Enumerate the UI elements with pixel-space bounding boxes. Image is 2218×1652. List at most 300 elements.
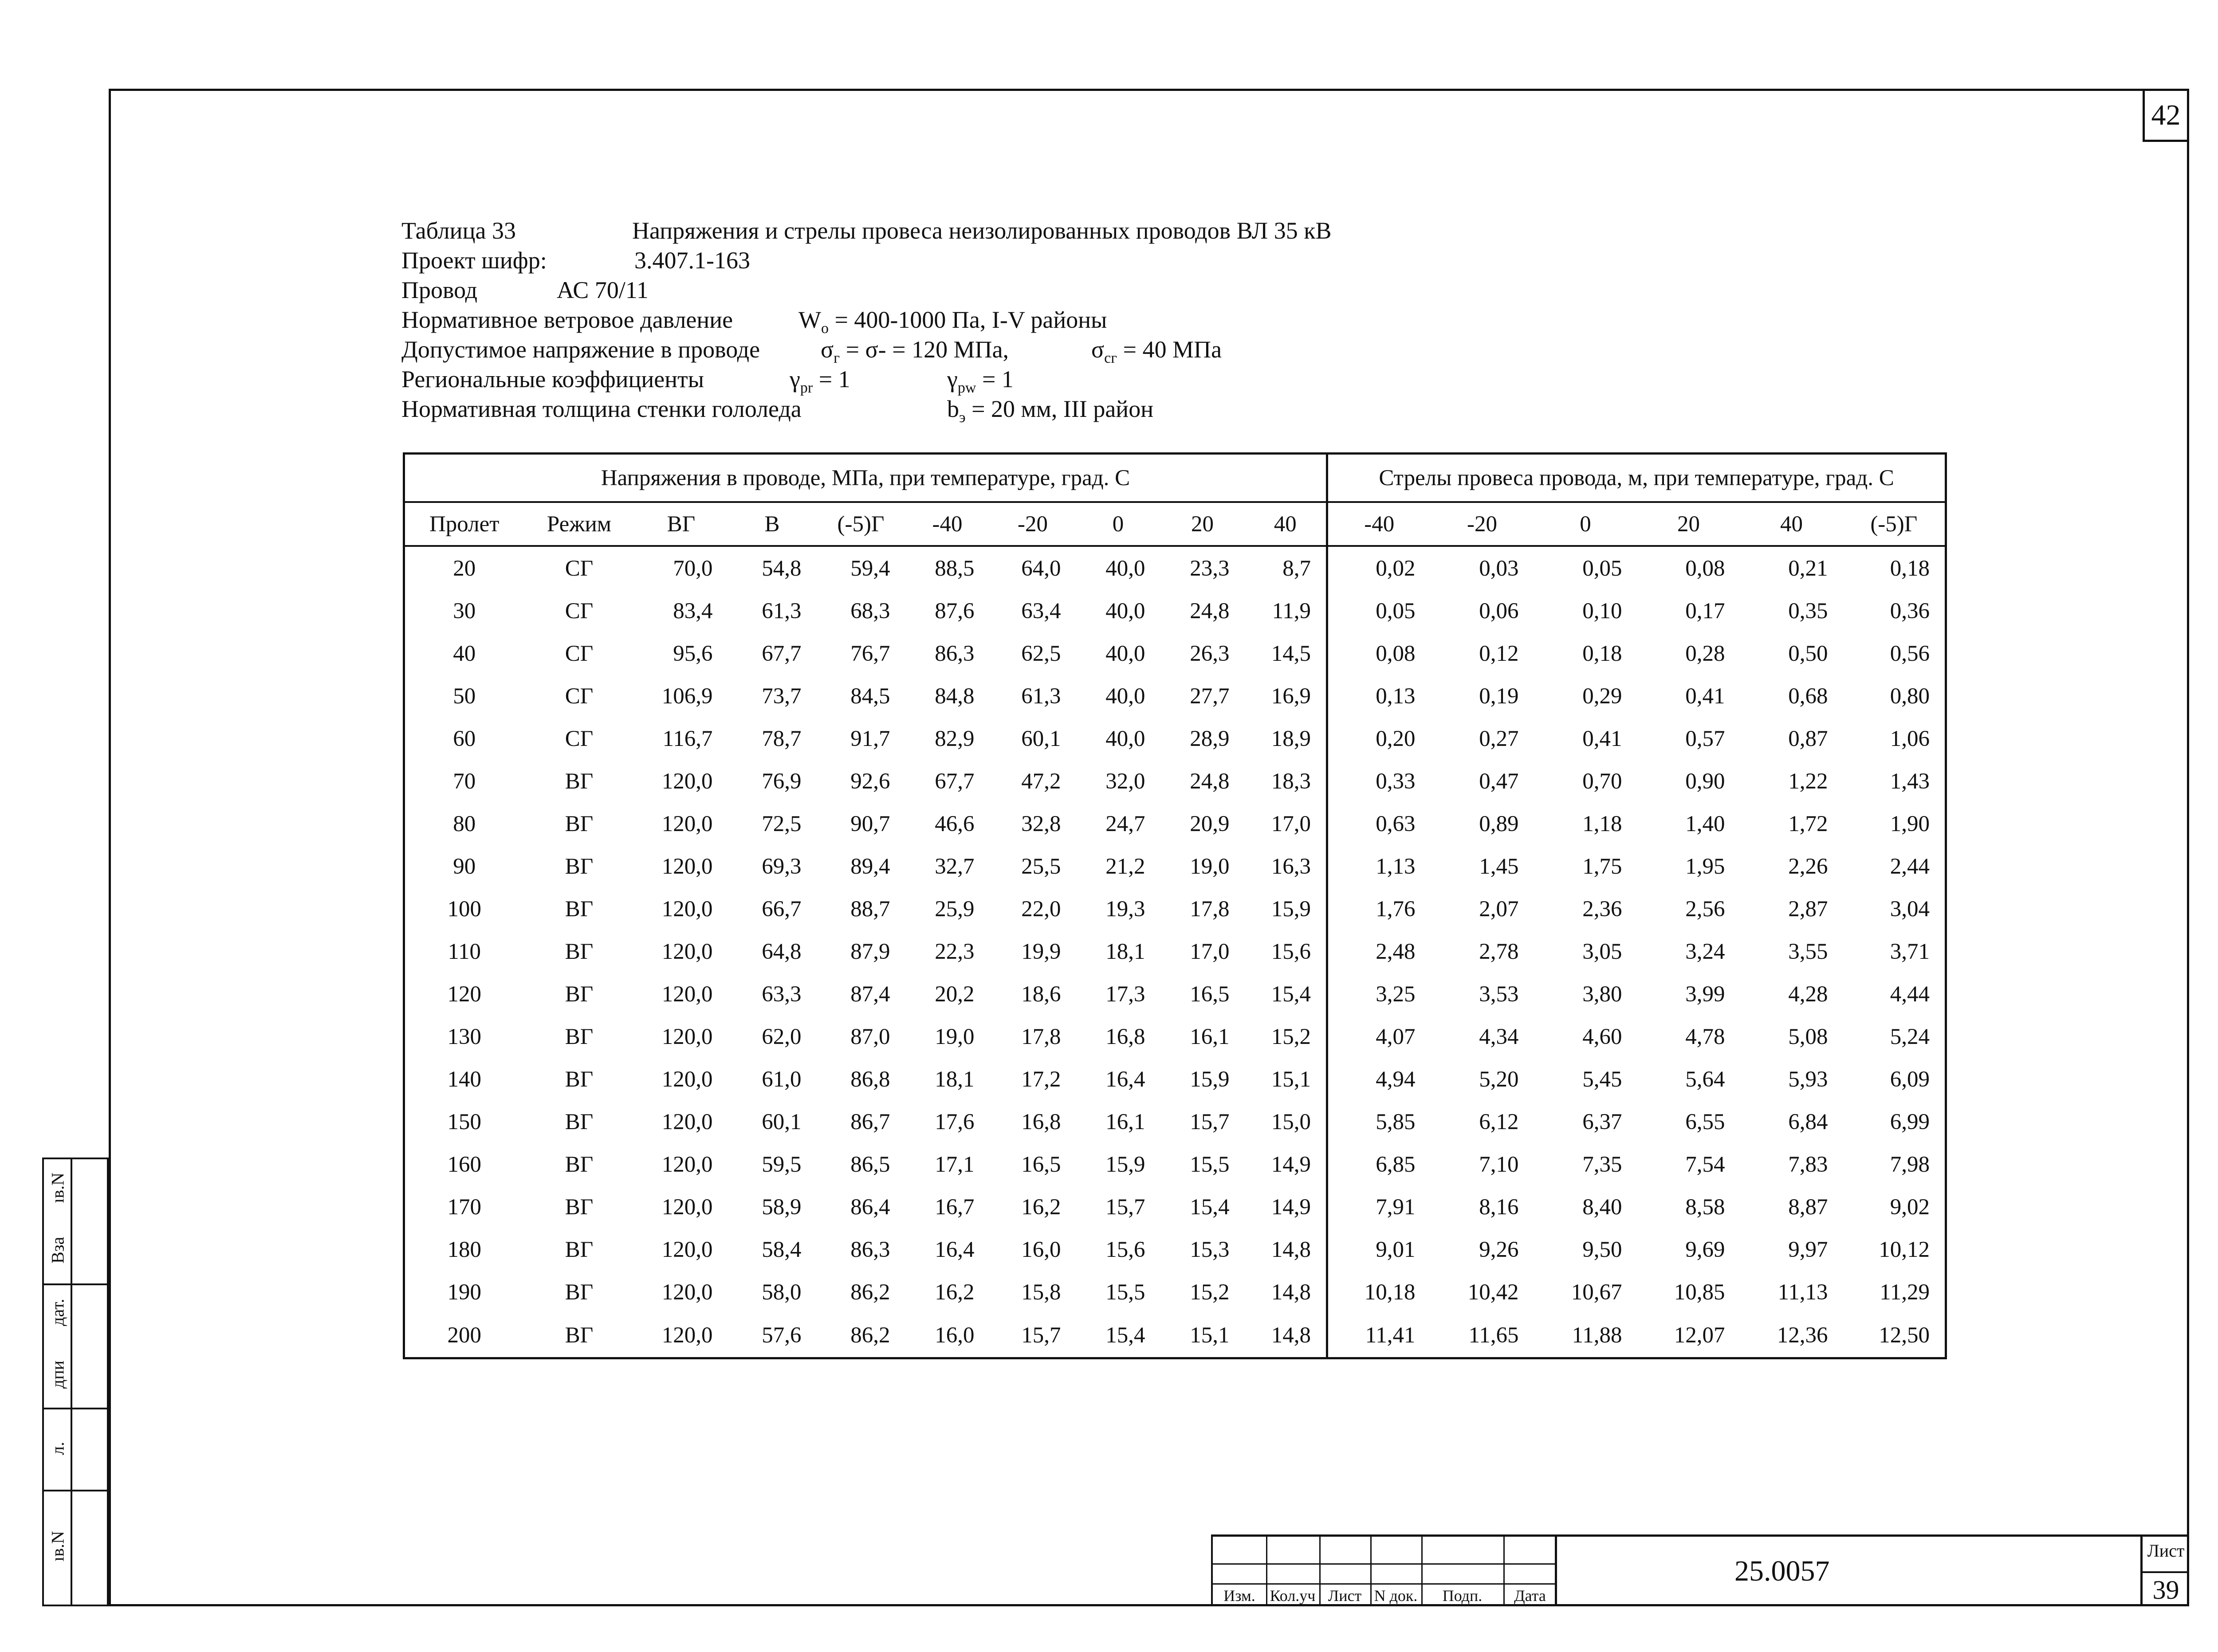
table-cell: 5,24: [1890, 1024, 1930, 1050]
table-cell: 15,5: [1105, 1280, 1145, 1305]
table-cell: 14,9: [1271, 1152, 1311, 1177]
table-cell: 86,3: [850, 1237, 890, 1263]
table-cell: 4,44: [1890, 982, 1930, 1007]
project-code: 3.407.1-163: [634, 247, 750, 274]
table-cell: 0,50: [1788, 641, 1828, 667]
table-cell: 14,8: [1271, 1237, 1311, 1263]
table-cell: 18,1: [935, 1067, 975, 1092]
table-cell: 180: [447, 1237, 481, 1263]
table-cell: 140: [447, 1067, 481, 1092]
table-cell: 9,50: [1582, 1237, 1622, 1263]
table-cell: 7,91: [1327, 1186, 1431, 1228]
table-cell: 0,03: [1479, 556, 1519, 581]
side-label-5: л.: [47, 1442, 68, 1456]
table-cell: 16,8: [1021, 1110, 1061, 1135]
table-cell: 40,0: [1105, 599, 1145, 624]
table-cell: 2,36: [1582, 897, 1622, 922]
table-cell: 1,72: [1788, 812, 1828, 837]
table-cell: 66,7: [762, 897, 802, 922]
table-cell: 25,9: [935, 897, 975, 922]
table-cell: 3,05: [1582, 939, 1622, 965]
table-cell: 0,87: [1788, 726, 1828, 752]
table-cell: 6,85: [1327, 1143, 1431, 1186]
table-cell: ВГ: [565, 1067, 594, 1092]
table-cell: 10,18: [1327, 1271, 1431, 1314]
table-cell: 16,7: [935, 1195, 975, 1220]
regional-value-2: $\gamma_{pw} = 1$: [947, 366, 1014, 396]
table-cell: 0,06: [1479, 599, 1519, 624]
table-cell: 89,4: [850, 854, 890, 879]
table-cell: 27,7: [1190, 684, 1230, 709]
table-cell: 19,9: [1021, 939, 1061, 965]
table-cell: 88,5: [935, 556, 975, 581]
table-cell: 0,90: [1685, 769, 1725, 794]
table-cell: 76,7: [850, 641, 890, 667]
table-cell: 120,0: [661, 1280, 713, 1305]
table-cell: 7,54: [1685, 1152, 1725, 1177]
table-cell: 160: [447, 1152, 481, 1177]
table-cell: 86,5: [850, 1152, 890, 1177]
table-cell: 16,9: [1271, 684, 1311, 709]
table-cell: 16,4: [1105, 1067, 1145, 1092]
table-cell: 0,41: [1582, 726, 1622, 752]
table-cell: 5,93: [1788, 1067, 1828, 1092]
table-cell: 92,6: [850, 769, 890, 794]
table-cell: 3,25: [1327, 973, 1431, 1016]
table-cell: 150: [447, 1110, 481, 1135]
table-cell: 15,4: [1271, 982, 1311, 1007]
table-body: [404, 546, 1946, 1358]
table-cell: 12,50: [1879, 1323, 1930, 1348]
table-cell: 5,08: [1788, 1024, 1828, 1050]
table-cell: 2,78: [1479, 939, 1519, 965]
table-cell: 62,0: [762, 1024, 802, 1050]
table-cell: 62,5: [1021, 641, 1061, 667]
table-cell: 76,9: [762, 769, 802, 794]
table-cell: 84,8: [935, 684, 975, 709]
table-cell: 0,05: [1327, 590, 1431, 632]
table-cell: 2,48: [1327, 930, 1431, 973]
table-cell: 6,84: [1788, 1110, 1828, 1135]
title-block: [1211, 1534, 2189, 1606]
table-cell: ВГ: [565, 1323, 594, 1348]
page-number: 42: [2143, 89, 2189, 142]
table-cell: ВГ: [565, 812, 594, 837]
table-cell: 17,8: [1190, 897, 1230, 922]
table-cell: 17,0: [1190, 939, 1230, 965]
table-cell: 5,45: [1582, 1067, 1622, 1092]
table-cell: 17,3: [1105, 982, 1145, 1007]
table-cell: 20,2: [935, 982, 975, 1007]
table-cell: 9,02: [1890, 1195, 1930, 1220]
table-cell: 86,7: [850, 1110, 890, 1135]
table-cell: 15,1: [1190, 1323, 1230, 1348]
table-cell: 18,6: [1021, 982, 1061, 1007]
column-header: (-5)Г: [817, 502, 905, 546]
table-cell: 22,3: [935, 939, 975, 965]
table-cell: 0,56: [1890, 641, 1930, 667]
table-cell: 2,56: [1685, 897, 1725, 922]
table-cell: 6,37: [1582, 1110, 1622, 1135]
table-cell: 5,64: [1685, 1067, 1725, 1092]
ice-value: $b_э = 20$ мм, III район: [947, 396, 1154, 426]
table-cell: 9,97: [1788, 1237, 1828, 1263]
table-cell: 14,9: [1271, 1195, 1311, 1220]
table-cell: ВГ: [565, 1110, 594, 1135]
table-cell: 7,83: [1788, 1152, 1828, 1177]
table-row: [404, 1271, 1946, 1314]
table-cell: 120,0: [661, 769, 713, 794]
table-cell: 100: [447, 897, 481, 922]
table-cell: 0,18: [1582, 641, 1622, 667]
table-cell: 18,3: [1271, 769, 1311, 794]
column-header: -20: [990, 502, 1076, 546]
table-cell: 1,45: [1479, 854, 1519, 879]
table-cell: 63,4: [1021, 599, 1061, 624]
column-header: -20: [1431, 502, 1534, 546]
table-cell: 15,4: [1190, 1195, 1230, 1220]
table-cell: 0,29: [1582, 684, 1622, 709]
table-cell: 82,9: [935, 726, 975, 752]
table-cell: 0,68: [1788, 684, 1828, 709]
table-row: [404, 546, 1946, 590]
table-cell: 88,7: [850, 897, 890, 922]
table-row: [404, 1314, 1946, 1358]
table-row: [404, 845, 1946, 888]
table-cell: 120,0: [661, 1024, 713, 1050]
table-cell: 16,5: [1021, 1152, 1061, 1177]
table-cell: 50: [453, 684, 476, 709]
table-cell: 15,8: [1021, 1280, 1061, 1305]
table-cell: 24,7: [1105, 812, 1145, 837]
table-cell: СГ: [565, 556, 594, 581]
table-cell: 1,40: [1685, 812, 1725, 837]
table-cell: 16,1: [1105, 1110, 1145, 1135]
table-cell: 3,71: [1890, 939, 1930, 965]
table-cell: 1,75: [1582, 854, 1622, 879]
table-label: Таблица 33: [401, 217, 516, 244]
table-cell: 4,60: [1582, 1024, 1622, 1050]
table-cell: ВГ: [565, 854, 594, 879]
table-cell: 40,0: [1105, 726, 1145, 752]
sheet-box: [2140, 1537, 2189, 1606]
table-cell: 8,7: [1282, 556, 1311, 581]
table-cell: 2,44: [1890, 854, 1930, 879]
table-cell: 0,27: [1479, 726, 1519, 752]
table-cell: 61,3: [1021, 684, 1061, 709]
table-cell: 24,8: [1190, 599, 1230, 624]
table-cell: 46,6: [935, 812, 975, 837]
table-cell: 0,33: [1327, 760, 1431, 803]
table-cell: 17,1: [935, 1152, 975, 1177]
table-cell: 15,9: [1190, 1067, 1230, 1092]
table-cell: 14,5: [1271, 641, 1311, 667]
column-header: 40: [1245, 502, 1327, 546]
table-row: [404, 718, 1946, 760]
table-cell: ВГ: [565, 982, 594, 1007]
table-cell: 1,18: [1582, 812, 1622, 837]
table-cell: 0,57: [1685, 726, 1725, 752]
caption-data: Дата: [1514, 1587, 1546, 1605]
table-cell: СГ: [565, 641, 594, 667]
table-cell: 86,4: [850, 1195, 890, 1220]
table-cell: 47,2: [1021, 769, 1061, 794]
table-cell: 60,1: [1021, 726, 1061, 752]
table-row: [404, 803, 1946, 845]
table-cell: 15,9: [1105, 1152, 1145, 1177]
table-cell: 17,8: [1021, 1024, 1061, 1050]
sag-group-header: Стрелы провеса провода, м, при температуре, град. С: [1327, 454, 1946, 502]
table-cell: 6,09: [1890, 1067, 1930, 1092]
regional-value-1: $\gamma_{pr} = 1$: [790, 366, 850, 396]
table-cell: 84,5: [850, 684, 890, 709]
table-cell: 19,3: [1105, 897, 1145, 922]
table-cell: 16,2: [1021, 1195, 1061, 1220]
table-cell: 0,21: [1788, 556, 1828, 581]
table-row: [404, 590, 1946, 632]
table-cell: 3,99: [1685, 982, 1725, 1007]
table-cell: 0,80: [1890, 684, 1930, 709]
table-cell: 120,0: [661, 854, 713, 879]
side-label-2: Вза: [47, 1236, 68, 1264]
column-header: 20: [1160, 502, 1245, 546]
table-cell: ВГ: [565, 1152, 594, 1177]
side-label-1: ıв.N: [47, 1173, 68, 1204]
table-row: [404, 1228, 1946, 1271]
table-cell: 120,0: [661, 1323, 713, 1348]
table-cell: 0,13: [1327, 675, 1431, 718]
table-cell: 0,41: [1685, 684, 1725, 709]
table-cell: 3,53: [1479, 982, 1519, 1007]
table-cell: 10,42: [1467, 1280, 1519, 1305]
table-cell: 4,78: [1685, 1024, 1725, 1050]
table-cell: 86,2: [850, 1280, 890, 1305]
table-cell: 16,3: [1271, 854, 1311, 879]
table-cell: 0,02: [1327, 546, 1431, 590]
table-cell: 190: [447, 1280, 481, 1305]
table-cell: 110: [448, 939, 481, 965]
table-cell: ВГ: [565, 769, 594, 794]
table-cell: 116,7: [662, 726, 713, 752]
table-cell: 120,0: [661, 1110, 713, 1135]
table-cell: 73,7: [762, 684, 802, 709]
table-cell: 5,85: [1327, 1101, 1431, 1143]
table-cell: 0,19: [1479, 684, 1519, 709]
table-cell: 15,5: [1190, 1152, 1230, 1177]
table-cell: 9,69: [1685, 1237, 1725, 1263]
table-cell: 54,8: [762, 556, 802, 581]
table-cell: 0,28: [1685, 641, 1725, 667]
table-cell: 61,0: [762, 1067, 802, 1092]
regional-label: Региональные коэффициенты: [401, 366, 704, 392]
table-row: [404, 632, 1946, 675]
table-cell: 86,8: [850, 1067, 890, 1092]
table-cell: 15,4: [1105, 1323, 1145, 1348]
table-cell: 1,76: [1327, 888, 1431, 930]
table-cell: 58,0: [762, 1280, 802, 1305]
side-label-4: дпи: [47, 1360, 68, 1389]
table-cell: 25,5: [1021, 854, 1061, 879]
table-cell: 4,34: [1479, 1024, 1519, 1050]
caption-list: Лист: [1328, 1587, 1362, 1605]
table-cell: 4,94: [1327, 1058, 1431, 1101]
table-row: [404, 973, 1946, 1016]
document-code: 25.0057: [1734, 1555, 1830, 1587]
table-cell: 0,08: [1327, 632, 1431, 675]
table-cell: 130: [447, 1024, 481, 1050]
table-cell: 28,9: [1190, 726, 1230, 752]
table-cell: 83,4: [673, 599, 713, 624]
table-cell: 7,98: [1890, 1152, 1930, 1177]
table-cell: 61,3: [762, 599, 802, 624]
table-cell: 67,7: [762, 641, 802, 667]
ice-label: Нормативная толщина стенки гололеда: [401, 396, 802, 422]
table-cell: 11,29: [1880, 1280, 1930, 1305]
wind-value: $W_o = 400-1000$ Па, I-V районы: [798, 306, 1107, 337]
table-cell: 15,7: [1105, 1195, 1145, 1220]
table-cell: 15,7: [1190, 1110, 1230, 1135]
table-cell: 20,9: [1190, 812, 1230, 837]
table-cell: 15,3: [1190, 1237, 1230, 1263]
column-header: 0: [1076, 502, 1160, 546]
table-row: [404, 888, 1946, 930]
table-cell: СГ: [565, 726, 594, 752]
table-cell: 120,0: [661, 1067, 713, 1092]
caption-kol-uch: Кол.уч: [1270, 1587, 1316, 1605]
table-row: [404, 1101, 1946, 1143]
table-cell: 68,3: [850, 599, 890, 624]
table-cell: ВГ: [565, 1280, 594, 1305]
table-cell: 0,08: [1685, 556, 1725, 581]
table-cell: 15,0: [1271, 1110, 1311, 1135]
table-cell: 4,28: [1788, 982, 1828, 1007]
table-cell: 6,99: [1890, 1110, 1930, 1135]
table-cell: 64,0: [1021, 556, 1061, 581]
table-cell: 87,4: [850, 982, 890, 1007]
table-cell: 6,55: [1685, 1110, 1725, 1135]
table-cell: ВГ: [565, 897, 594, 922]
table-cell: 63,3: [762, 982, 802, 1007]
table-cell: 5,20: [1479, 1067, 1519, 1092]
table-cell: 15,9: [1271, 897, 1311, 922]
table-cell: 26,3: [1190, 641, 1230, 667]
table-cell: 170: [447, 1195, 481, 1220]
table-cell: 32,8: [1021, 812, 1061, 837]
table-cell: 0,36: [1890, 599, 1930, 624]
column-header: -40: [1327, 502, 1431, 546]
table-cell: 18,1: [1105, 939, 1145, 965]
table-cell: 19,0: [1190, 854, 1230, 879]
table-cell: ВГ: [565, 1195, 594, 1220]
table-cell: 14,8: [1271, 1323, 1311, 1348]
table-row: [404, 1186, 1946, 1228]
table-cell: 120,0: [661, 982, 713, 1007]
column-header: ВГ: [635, 502, 728, 546]
table-cell: 120: [447, 982, 481, 1007]
table-cell: 2,26: [1788, 854, 1828, 879]
table-cell: 11,13: [1778, 1280, 1828, 1305]
table-cell: 0,05: [1582, 556, 1622, 581]
column-header: В: [728, 502, 817, 546]
table-cell: 10,67: [1571, 1280, 1622, 1305]
column-header: 20: [1637, 502, 1740, 546]
table-cell: 120,0: [661, 1237, 713, 1263]
table-row: [404, 1058, 1946, 1101]
table-cell: 0,20: [1327, 718, 1431, 760]
table-cell: 78,7: [762, 726, 802, 752]
table-cell: 0,70: [1582, 769, 1622, 794]
stress-value-1: $\sigma_г = \sigma- = 120$ МПа,: [821, 336, 1009, 366]
table-cell: 17,6: [935, 1110, 975, 1135]
table-cell: 9,01: [1327, 1228, 1431, 1271]
table-cell: 67,7: [935, 769, 975, 794]
table-cell: СГ: [565, 599, 594, 624]
column-header: Пролет: [404, 502, 524, 546]
table-row: [404, 1143, 1946, 1186]
table-cell: 87,6: [935, 599, 975, 624]
caption-n-dok: N док.: [1374, 1587, 1418, 1605]
table-cell: 22,0: [1021, 897, 1061, 922]
table-cell: 120,0: [661, 939, 713, 965]
table-cell: 15,1: [1271, 1067, 1311, 1092]
table-cell: 64,8: [762, 939, 802, 965]
table-cell: 15,6: [1271, 939, 1311, 965]
table-cell: 10,85: [1674, 1280, 1725, 1305]
table-cell: 8,40: [1582, 1195, 1622, 1220]
table-cell: ВГ: [565, 1237, 594, 1263]
table-cell: 1,95: [1685, 854, 1725, 879]
table-cell: 16,4: [935, 1237, 975, 1263]
table-cell: 0,47: [1479, 769, 1519, 794]
table-cell: ВГ: [565, 1024, 594, 1050]
table-cell: 95,6: [673, 641, 713, 667]
side-label-3: дат.: [47, 1299, 68, 1326]
table-cell: 11,65: [1468, 1323, 1519, 1348]
table-row: [404, 675, 1946, 718]
table-cell: 0,10: [1582, 599, 1622, 624]
stress-sag-table: [403, 452, 1947, 1359]
table-cell: 4,07: [1327, 1016, 1431, 1058]
table-cell: 72,5: [762, 812, 802, 837]
caption-izm: Изм.: [1223, 1587, 1255, 1605]
table-cell: 0,12: [1479, 641, 1519, 667]
table-cell: 11,88: [1572, 1323, 1622, 1348]
table-cell: 90: [453, 854, 476, 879]
table-cell: 24,8: [1190, 769, 1230, 794]
table-cell: 23,3: [1190, 556, 1230, 581]
table-cell: 87,9: [850, 939, 890, 965]
table-cell: 16,2: [935, 1280, 975, 1305]
table-cell: 14,8: [1271, 1280, 1311, 1305]
table-cell: 59,5: [762, 1152, 802, 1177]
table-cell: 70,0: [673, 556, 713, 581]
table-cell: 15,6: [1105, 1237, 1145, 1263]
table-cell: 86,2: [850, 1323, 890, 1348]
table-cell: 10,12: [1879, 1237, 1930, 1263]
column-header: -40: [905, 502, 990, 546]
table-cell: 91,7: [850, 726, 890, 752]
table-cell: 57,6: [762, 1323, 802, 1348]
caption-podp: Подп.: [1442, 1587, 1483, 1605]
table-cell: 20: [453, 556, 476, 581]
table-cell: 0,17: [1685, 599, 1725, 624]
table-cell: 80: [453, 812, 476, 837]
table-cell: 2,07: [1479, 897, 1519, 922]
table-cell: 40,0: [1105, 684, 1145, 709]
column-header: 0: [1534, 502, 1637, 546]
table-cell: 0,89: [1479, 812, 1519, 837]
table-cell: 32,0: [1105, 769, 1145, 794]
